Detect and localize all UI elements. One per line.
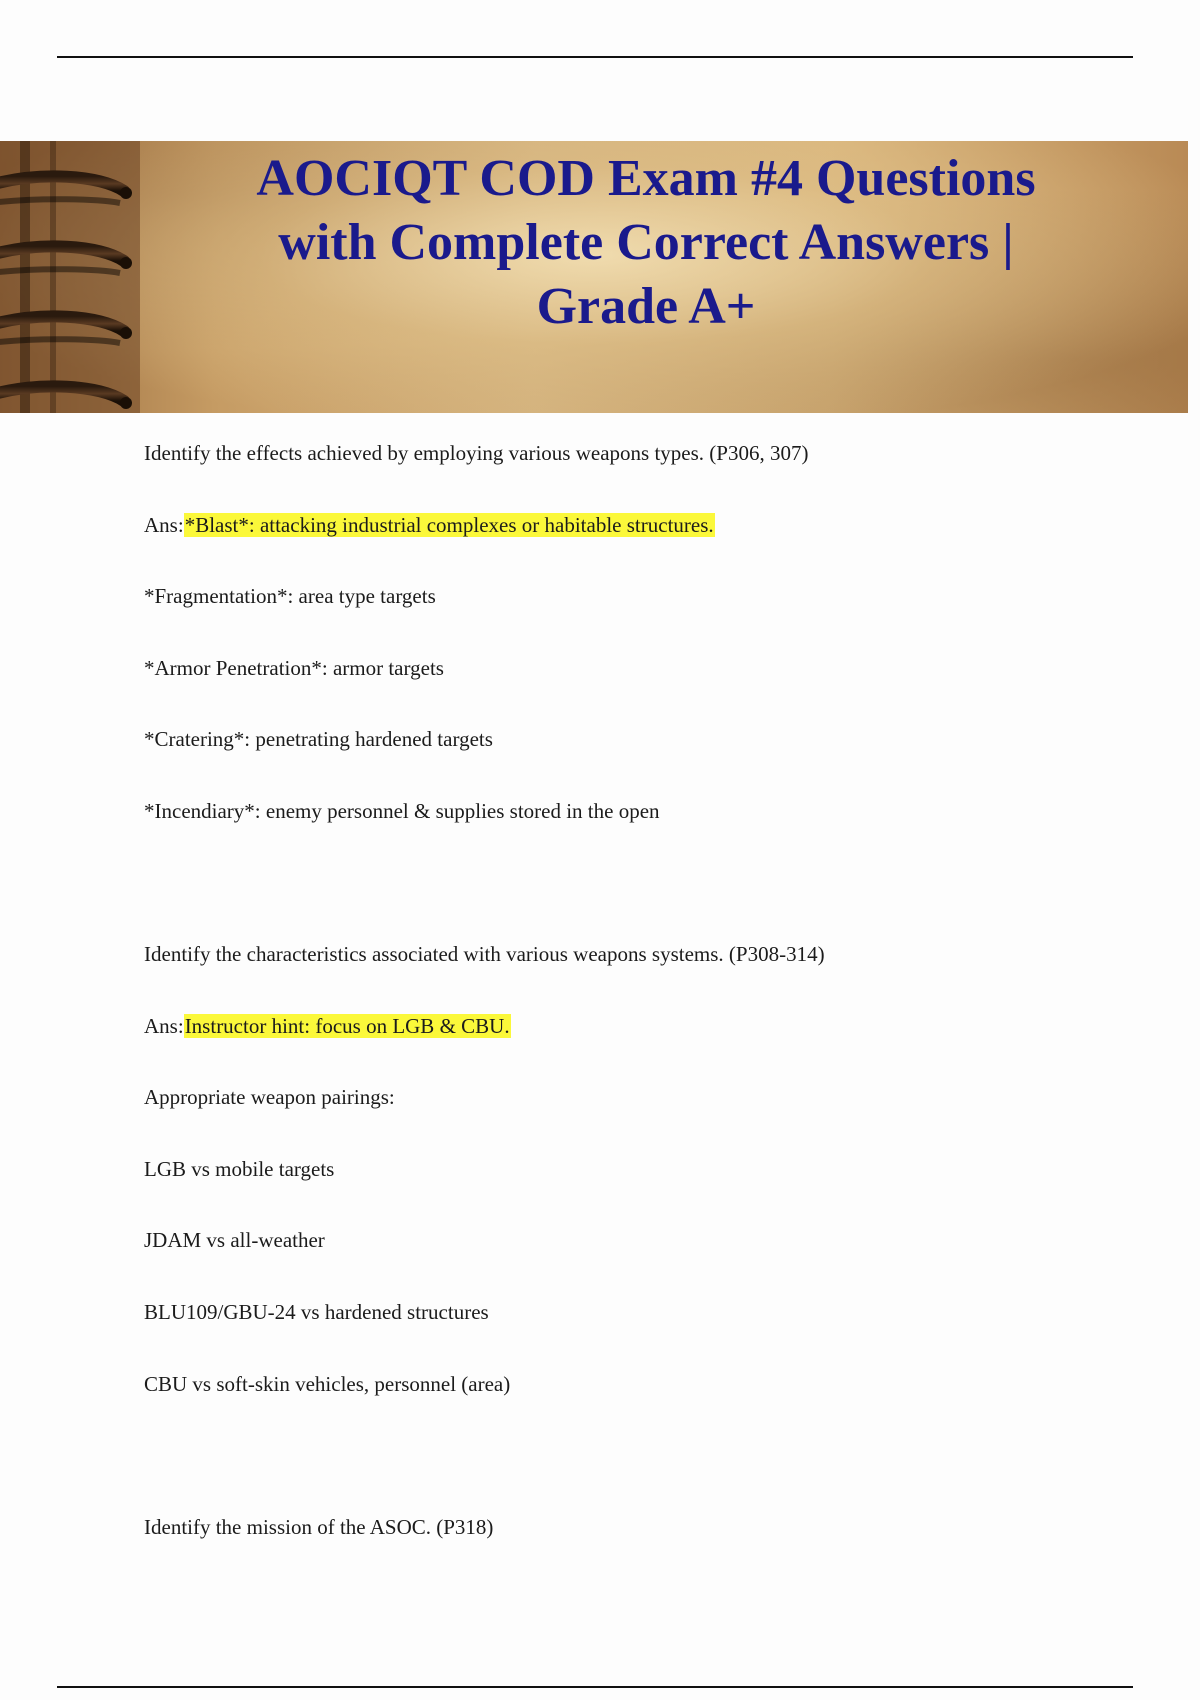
answer-line: *Fragmentation*: area type targets [144,584,436,608]
answer-line: *Armor Penetration*: armor targets [144,656,444,680]
question-3: Identify the mission of the ASOC. (P318) [144,1515,494,1539]
question-2: Identify the characteristics associated with various weapons systems. (P308-314) [144,942,825,966]
answer-line: JDAM vs all-weather [144,1228,325,1252]
answer-line: LGB vs mobile targets [144,1157,335,1181]
answer-2-first-line [144,1012,511,1040]
spiral-binding-icon [0,141,140,413]
title-line-3: Grade A+ [536,278,756,335]
question-1: Identify the effects achieved by employing various weapons types. (P306, 307) [144,441,809,465]
answer-prefix: Ans: [144,1014,184,1038]
title-line-2: with Complete Correct Answers | [278,214,1014,271]
answer-prefix: Ans: [144,513,184,537]
answer-line: *Cratering*: penetrating hardened targets [144,727,493,751]
answer-line: BLU109/GBU-24 vs hardened structures [144,1300,489,1324]
top-rule [57,56,1133,58]
answer-highlight: Instructor hint: focus on LGB & CBU. [184,1014,510,1038]
answer-1-first-line [144,511,715,539]
document-title [140,147,1152,339]
answer-highlight: *Blast*: attacking industrial complexes or habitable structures. [184,513,714,537]
answer-line: CBU vs soft-skin vehicles, personnel (area) [144,1372,511,1396]
title-banner [0,141,1188,413]
bottom-rule [57,1686,1133,1688]
answer-line: Appropriate weapon pairings: [144,1085,395,1109]
answer-line: *Incendiary*: enemy personnel & supplies stored in the open [144,799,660,823]
title-line-1: AOCIQT COD Exam #4 Questions [256,150,1036,207]
